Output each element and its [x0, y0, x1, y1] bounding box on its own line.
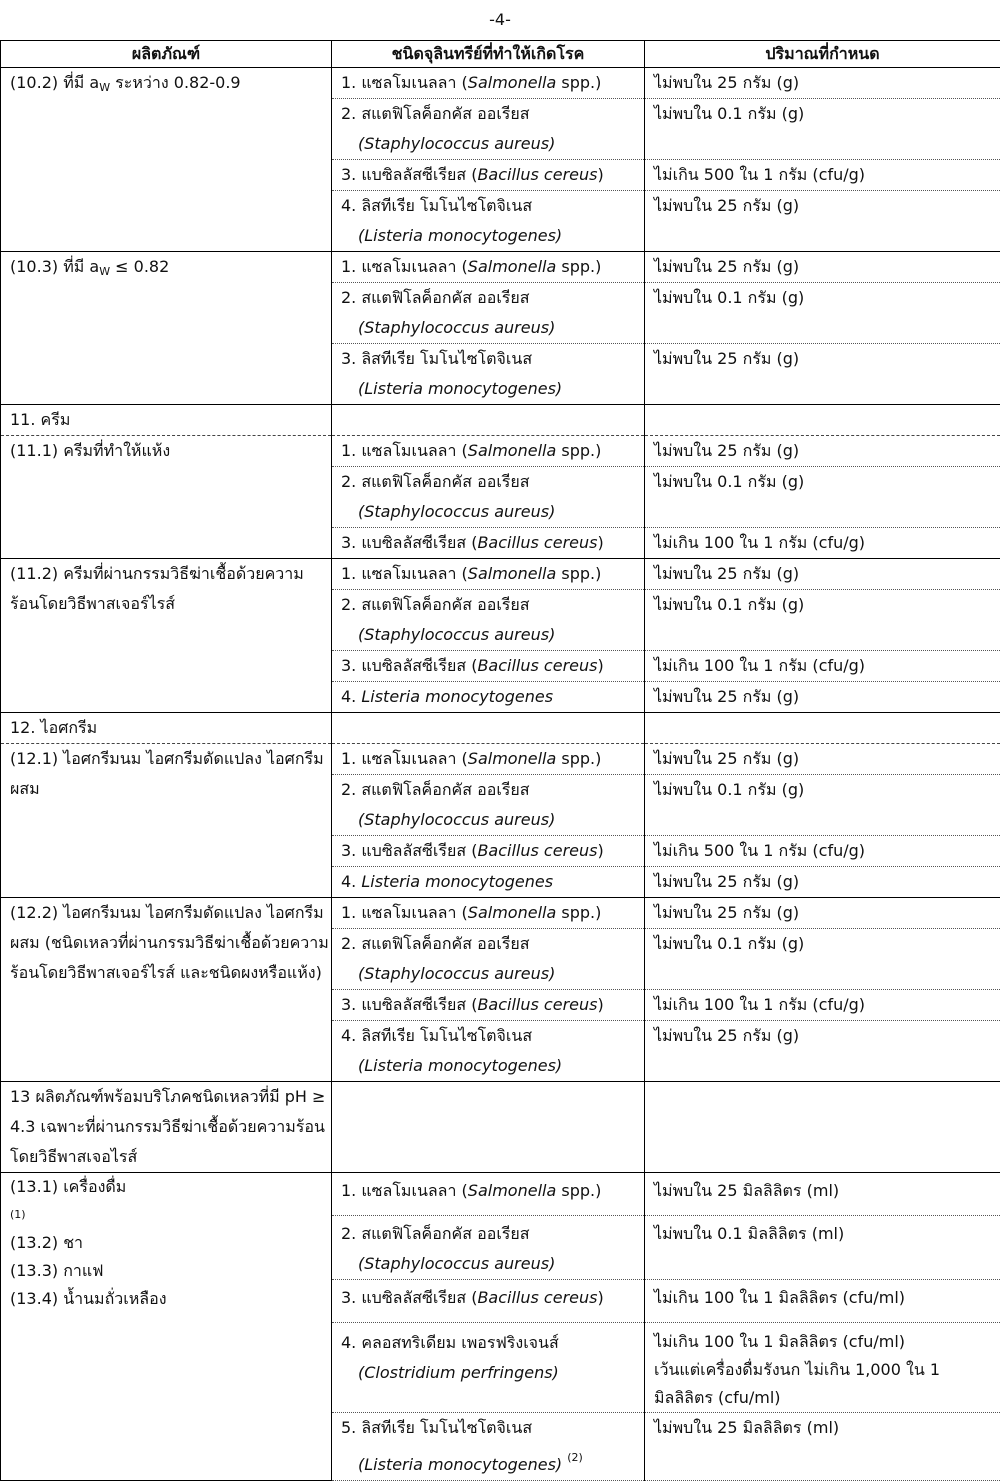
limit-cell: ไม่เกิน 100 ใน 1 กรัม (cfu/g) — [645, 990, 1000, 1021]
limit-cell: ไม่พบใน 0.1 กรัม (g) — [645, 775, 1000, 836]
table-row — [1, 252, 1000, 283]
col-header-product: ผลิตภัณฑ์ — [1, 41, 332, 68]
organism-cell: 3. ลิสทีเรีย โมโนไซโตจิเนส (Listeria monocytogenes) — [332, 344, 645, 405]
organism-cell: 1. แซลโมเนลลา (Salmonella spp.) — [332, 744, 645, 775]
limit-cell: ไม่เกิน 500 ใน 1 กรัม (cfu/g) — [645, 160, 1000, 191]
product-cell: (11.1) ครีมที่ทำให้แห้ง — [1, 436, 332, 559]
table-row — [1, 898, 1000, 929]
organism-cell: 3. แบซิลลัสซีเรียส (Bacillus cereus) — [332, 160, 645, 191]
table-row — [1, 1173, 1000, 1216]
product-cell: (10.2) ที่มี $a_W$ ระหว่าง 0.82-0.9 — [1, 68, 332, 252]
limit-cell: ไม่พบใน 25 กรัม (g) — [645, 559, 1000, 590]
organism-cell: 3. แบซิลลัสซีเรียส (Bacillus cereus) — [332, 836, 645, 867]
limit-cell: ไม่เกิน 100 ใน 1 มิลลิลิตร (cfu/ml) — [645, 1280, 1000, 1323]
limit-cell: ไม่พบใน 25 มิลลิลิตร (ml) — [645, 1173, 1000, 1216]
limit-cell: ไม่พบใน 25 กรัม (g) — [645, 867, 1000, 898]
table-row — [1, 559, 1000, 590]
organism-cell: 1. แซลโมเนลลา (Salmonella spp.) — [332, 1173, 645, 1216]
table-header-row — [1, 41, 1000, 68]
organism-cell: 3. แบซิลลัสซีเรียส (Bacillus cereus) — [332, 1280, 645, 1323]
organism-cell: 4. ลิสทีเรีย โมโนไซโตจิเนส (Listeria monocytogenes) — [332, 1021, 645, 1082]
microbe-spec-table — [0, 40, 1000, 1481]
limit-cell: ไม่พบใน 0.1 กรัม (g) — [645, 590, 1000, 651]
limit-cell: ไม่พบใน 0.1 มิลลิลิตร (ml) — [645, 1216, 1000, 1280]
organism-cell: 2. สแตฟิโลค็อกคัส ออเรียส (Staphylococcus aureus) — [332, 929, 645, 990]
organism-cell: 2. สแตฟิโลค็อกคัส ออเรียส (Staphylococcus aureus) — [332, 99, 645, 160]
organism-cell: 1. แซลโมเนลลา (Salmonella spp.) — [332, 68, 645, 99]
product-cell: (11.2) ครีมที่ผ่านกรรมวิธีฆ่าเชื้อด้วยความร้อนโดยวิธีพาสเจอร์ไรส์ — [1, 559, 332, 713]
product-cell: (13.1) เครื่องดื่ม (1) (13.2) ชา (13.3) กาแฟ (13.4) น้ำนมถั่วเหลือง — [1, 1173, 332, 1481]
product-cell: (12.2) ไอศกรีมนม ไอศกรีมดัดแปลง ไอศกรีมผสม (ชนิดเหลวที่ผ่านกรรมวิธีฆ่าเชื้อด้วยความร้อนโดยวิธีพาสเจอร์ไรส์ และชนิดผงหรือแห้ง) — [1, 898, 332, 1082]
limit-cell: ไม่พบใน 0.1 กรัม (g) — [645, 283, 1000, 344]
category-cell: 13 ผลิตภัณฑ์พร้อมบริโภคชนิดเหลวที่มี pH ≥ 4.3 เฉพาะที่ผ่านกรรมวิธีฆ่าเชื้อด้วยความร้อนโดยวิธีพาสเจอไรส์ — [1, 1082, 332, 1173]
limit-cell: ไม่เกิน 100 ใน 1 กรัม (cfu/g) — [645, 651, 1000, 682]
organism-cell: 4. คลอสทริเดียม เพอรฟริงเจนส์ (Clostridium perfringens) — [332, 1323, 645, 1413]
limit-cell: ไม่พบใน 25 กรัม (g) — [645, 898, 1000, 929]
limit-cell: ไม่พบใน 25 กรัม (g) — [645, 682, 1000, 713]
organism-cell: 4. Listeria monocytogenes — [332, 867, 645, 898]
organism-cell: 1. แซลโมเนลลา (Salmonella spp.) — [332, 559, 645, 590]
limit-cell: ไม่เกิน 500 ใน 1 กรัม (cfu/g) — [645, 836, 1000, 867]
organism-cell: 3. แบซิลลัสซีเรียส (Bacillus cereus) — [332, 651, 645, 682]
limit-cell: ไม่พบใน 25 กรัม (g) — [645, 68, 1000, 99]
organism-cell: 5. ลิสทีเรีย โมโนไซโตจิเนส (Listeria monocytogenes) $^{(2)}$ — [332, 1413, 645, 1481]
organism-cell: 2. สแตฟิโลค็อกคัส ออเรียส (Staphylococcus aureus) — [332, 590, 645, 651]
limit-cell: ไม่พบใน 25 กรัม (g) — [645, 436, 1000, 467]
limit-cell: ไม่พบใน 0.1 กรัม (g) — [645, 99, 1000, 160]
limit-cell: ไม่พบใน 0.1 กรัม (g) — [645, 467, 1000, 528]
organism-cell: 2. สแตฟิโลค็อกคัส ออเรียส (Staphylococcus aureus) — [332, 467, 645, 528]
organism-cell: 1. แซลโมเนลลา (Salmonella spp.) — [332, 898, 645, 929]
col-header-limit: ปริมาณที่กำหนด — [645, 41, 1000, 68]
product-cell: (12.1) ไอศกรีมนม ไอศกรีมดัดแปลง ไอศกรีมผสม — [1, 744, 332, 898]
table-row — [1, 68, 1000, 99]
organism-cell: 2. สแตฟิโลค็อกคัส ออเรียส (Staphylococcus aureus) — [332, 775, 645, 836]
category-row — [1, 713, 1000, 744]
organism-cell: 2. สแตฟิโลค็อกคัส ออเรียส (Staphylococcus aureus) — [332, 1216, 645, 1280]
limit-cell: ไม่พบใน 25 กรัม (g) — [645, 344, 1000, 405]
page-number: -4- — [0, 10, 1000, 29]
limit-cell: ไม่เกิน 100 ใน 1 มิลลิลิตร (cfu/ml) เว้นแต่เครื่องดื่มรังนก ไม่เกิน 1,000 ใน 1 มิลลิลิตร (cfu/ml) — [645, 1323, 1000, 1413]
organism-cell: 1. แซลโมเนลลา (Salmonella spp.) — [332, 436, 645, 467]
category-row — [1, 405, 1000, 436]
organism-cell: 2. สแตฟิโลค็อกคัส ออเรียส (Staphylococcus aureus) — [332, 283, 645, 344]
organism-cell: 4. Listeria monocytogenes — [332, 682, 645, 713]
table-row — [1, 436, 1000, 467]
organism-cell: 3. แบซิลลัสซีเรียส (Bacillus cereus) — [332, 990, 645, 1021]
limit-cell: ไม่พบใน 25 กรัม (g) — [645, 191, 1000, 252]
limit-cell: ไม่เกิน 100 ใน 1 กรัม (cfu/g) — [645, 528, 1000, 559]
organism-cell: 1. แซลโมเนลลา (Salmonella spp.) — [332, 252, 645, 283]
product-cell: (10.3) ที่มี $a_W \le 0.82$ — [1, 252, 332, 405]
category-row — [1, 1082, 1000, 1173]
col-header-organism: ชนิดจุลินทรีย์ที่ทำให้เกิดโรค — [332, 41, 645, 68]
table-row — [1, 744, 1000, 775]
organism-cell: 4. ลิสทีเรีย โมโนไซโตจิเนส (Listeria monocytogenes) — [332, 191, 645, 252]
limit-cell: ไม่พบใน 25 กรัม (g) — [645, 1021, 1000, 1082]
organism-cell: 3. แบซิลลัสซีเรียส (Bacillus cereus) — [332, 528, 645, 559]
category-cell: 12. ไอศกรีม — [1, 713, 332, 744]
limit-cell: ไม่พบใน 25 กรัม (g) — [645, 252, 1000, 283]
category-cell: 11. ครีม — [1, 405, 332, 436]
limit-cell: ไม่พบใน 0.1 กรัม (g) — [645, 929, 1000, 990]
limit-cell: ไม่พบใน 25 มิลลิลิตร (ml) — [645, 1413, 1000, 1481]
limit-cell: ไม่พบใน 25 กรัม (g) — [645, 744, 1000, 775]
